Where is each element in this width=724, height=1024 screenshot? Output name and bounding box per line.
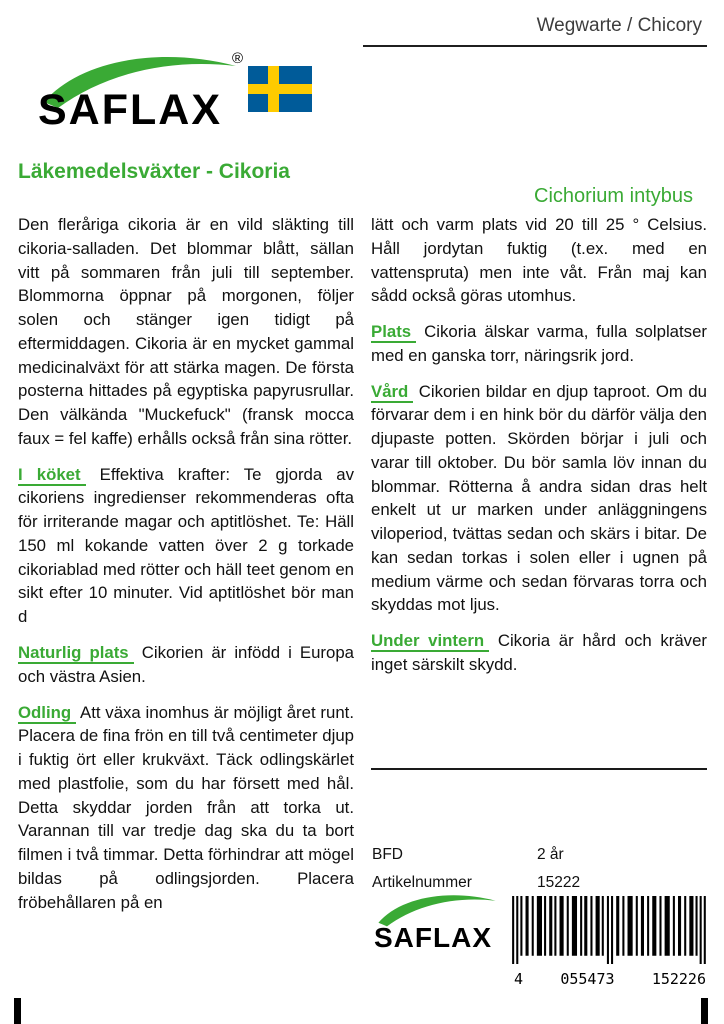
section-text: Cikorien är infödd i Europa och västra Asien. — [18, 643, 355, 686]
section-heading: Vård — [371, 382, 413, 403]
info-value: 15222 — [537, 874, 581, 891]
section-text: Cikorien bildar en djup taproot. Om du förvarar dem i en hink bör du därför välja den djupaste potten. Skörden börjar i juli och varar till oktober. Du bör samla löv innan du blommar. Rötterna å andra sidan dras helt enkelt ut ur marken under anläggningens viloperiod, tvättas sedan och skärs i bitar. De kan sedan torkas i solen eller i ugnen på medium värme och sedan förvaras torra och skyddas mot ljus. — [371, 381, 707, 615]
info-label: Artikelnummer — [372, 874, 472, 891]
section-care — [371, 380, 707, 618]
section-heading: Odling — [18, 703, 76, 724]
brand-logo-small — [374, 892, 506, 962]
section-winter — [371, 629, 707, 677]
barcode-digits — [512, 970, 708, 988]
continuation-paragraph: lätt och varm plats vid 20 till 25 ° Celsius. Håll jordytan fuktig (t.ex. med en vattenspruta) men inte våt. Från maj kan sådd också göras utomhus. — [371, 215, 707, 306]
brand-name: SAFLAX — [38, 86, 222, 134]
ean-barcode — [512, 896, 708, 988]
species-name: Cichorium intybus — [534, 185, 693, 207]
section-text: Effektiva krafter: Te gjorda av cikoriens ingredienser rekommenderas ofta för irriterande magar och aptitlöshet. Te: Häll 150 ml kokande vatten över 2 g torkade cikoriablad med rötter och häll teet genom en sikt efter 10 minuter. Vid aptitlöshet bör man d — [18, 464, 354, 627]
left-column — [18, 213, 354, 926]
barcode-digit-group: 152226 — [651, 970, 706, 988]
registered-trademark-icon: ® — [232, 50, 244, 67]
intro-paragraph: Den fleråriga cikoria är en vild släkting till cikoria-salladen. Det blommar blått, sällan vitt på sommaren från juli till september. Blommorna öppnar på morgonen, följer solen och stänger igen tidigt på eftermiddagen. Cikoria är en mycket gammal medicinalväxt för att stärka magen. De första posterna hittades på egyptiska papyrusrullar. Den välkända "Muckefuck" (fransk mocca faux = fel kaffe) erhålls också från sina rötter. — [18, 215, 354, 448]
info-row-article-number — [372, 874, 707, 892]
section-heading: I köket — [18, 465, 86, 486]
sweden-flag-icon — [248, 66, 312, 112]
barcode-digit-group: 055473 — [560, 970, 615, 988]
page-title: Läkemedelsväxter - Cikoria — [18, 160, 290, 183]
section-heading: Plats — [371, 322, 416, 343]
crop-mark-left — [14, 998, 21, 1024]
flag-cross-horizontal — [248, 84, 312, 94]
header-divider — [363, 45, 707, 47]
section-text: Att växa inomhus är möjligt året runt. Placera de fina frön en till två centimeter djup i fuktig ört eller krukväxt. Täck odlingskärlet med plastfolie, som du har försett med hål. Detta skyddar jorden från att torka ut. Varannan till var tredje dag ska du ta bort filmen i två timmar. Detta förhindrar att mögel bildas på odlingsjorden. Placera fröbehållaren på en — [18, 702, 354, 912]
barcode-bars-icon — [512, 896, 708, 964]
section-kitchen — [18, 463, 354, 629]
section-natural-place — [18, 641, 354, 689]
section-place — [371, 320, 707, 368]
info-value: 2 år — [537, 846, 564, 863]
common-name-header: Wegwarte / Chicory — [536, 15, 702, 36]
right-column — [371, 213, 707, 689]
section-text: Cikoria älskar varma, fulla solplatser med en ganska torr, näringsrik jord. — [371, 322, 707, 365]
section-heading: Naturlig plats — [18, 643, 134, 664]
brand-name: SAFLAX — [374, 922, 492, 953]
brand-logo — [36, 50, 251, 142]
footer-divider — [371, 768, 707, 770]
section-text: Cikoria är hård och kräver inget särskilt skydd. — [371, 631, 707, 675]
crop-mark-right — [701, 998, 708, 1024]
info-label: BFD — [372, 846, 403, 863]
section-heading: Under vintern — [371, 631, 489, 652]
info-row-bfd — [372, 846, 707, 864]
barcode-digit-group: 4 — [514, 970, 524, 988]
section-cultivation — [18, 701, 354, 915]
